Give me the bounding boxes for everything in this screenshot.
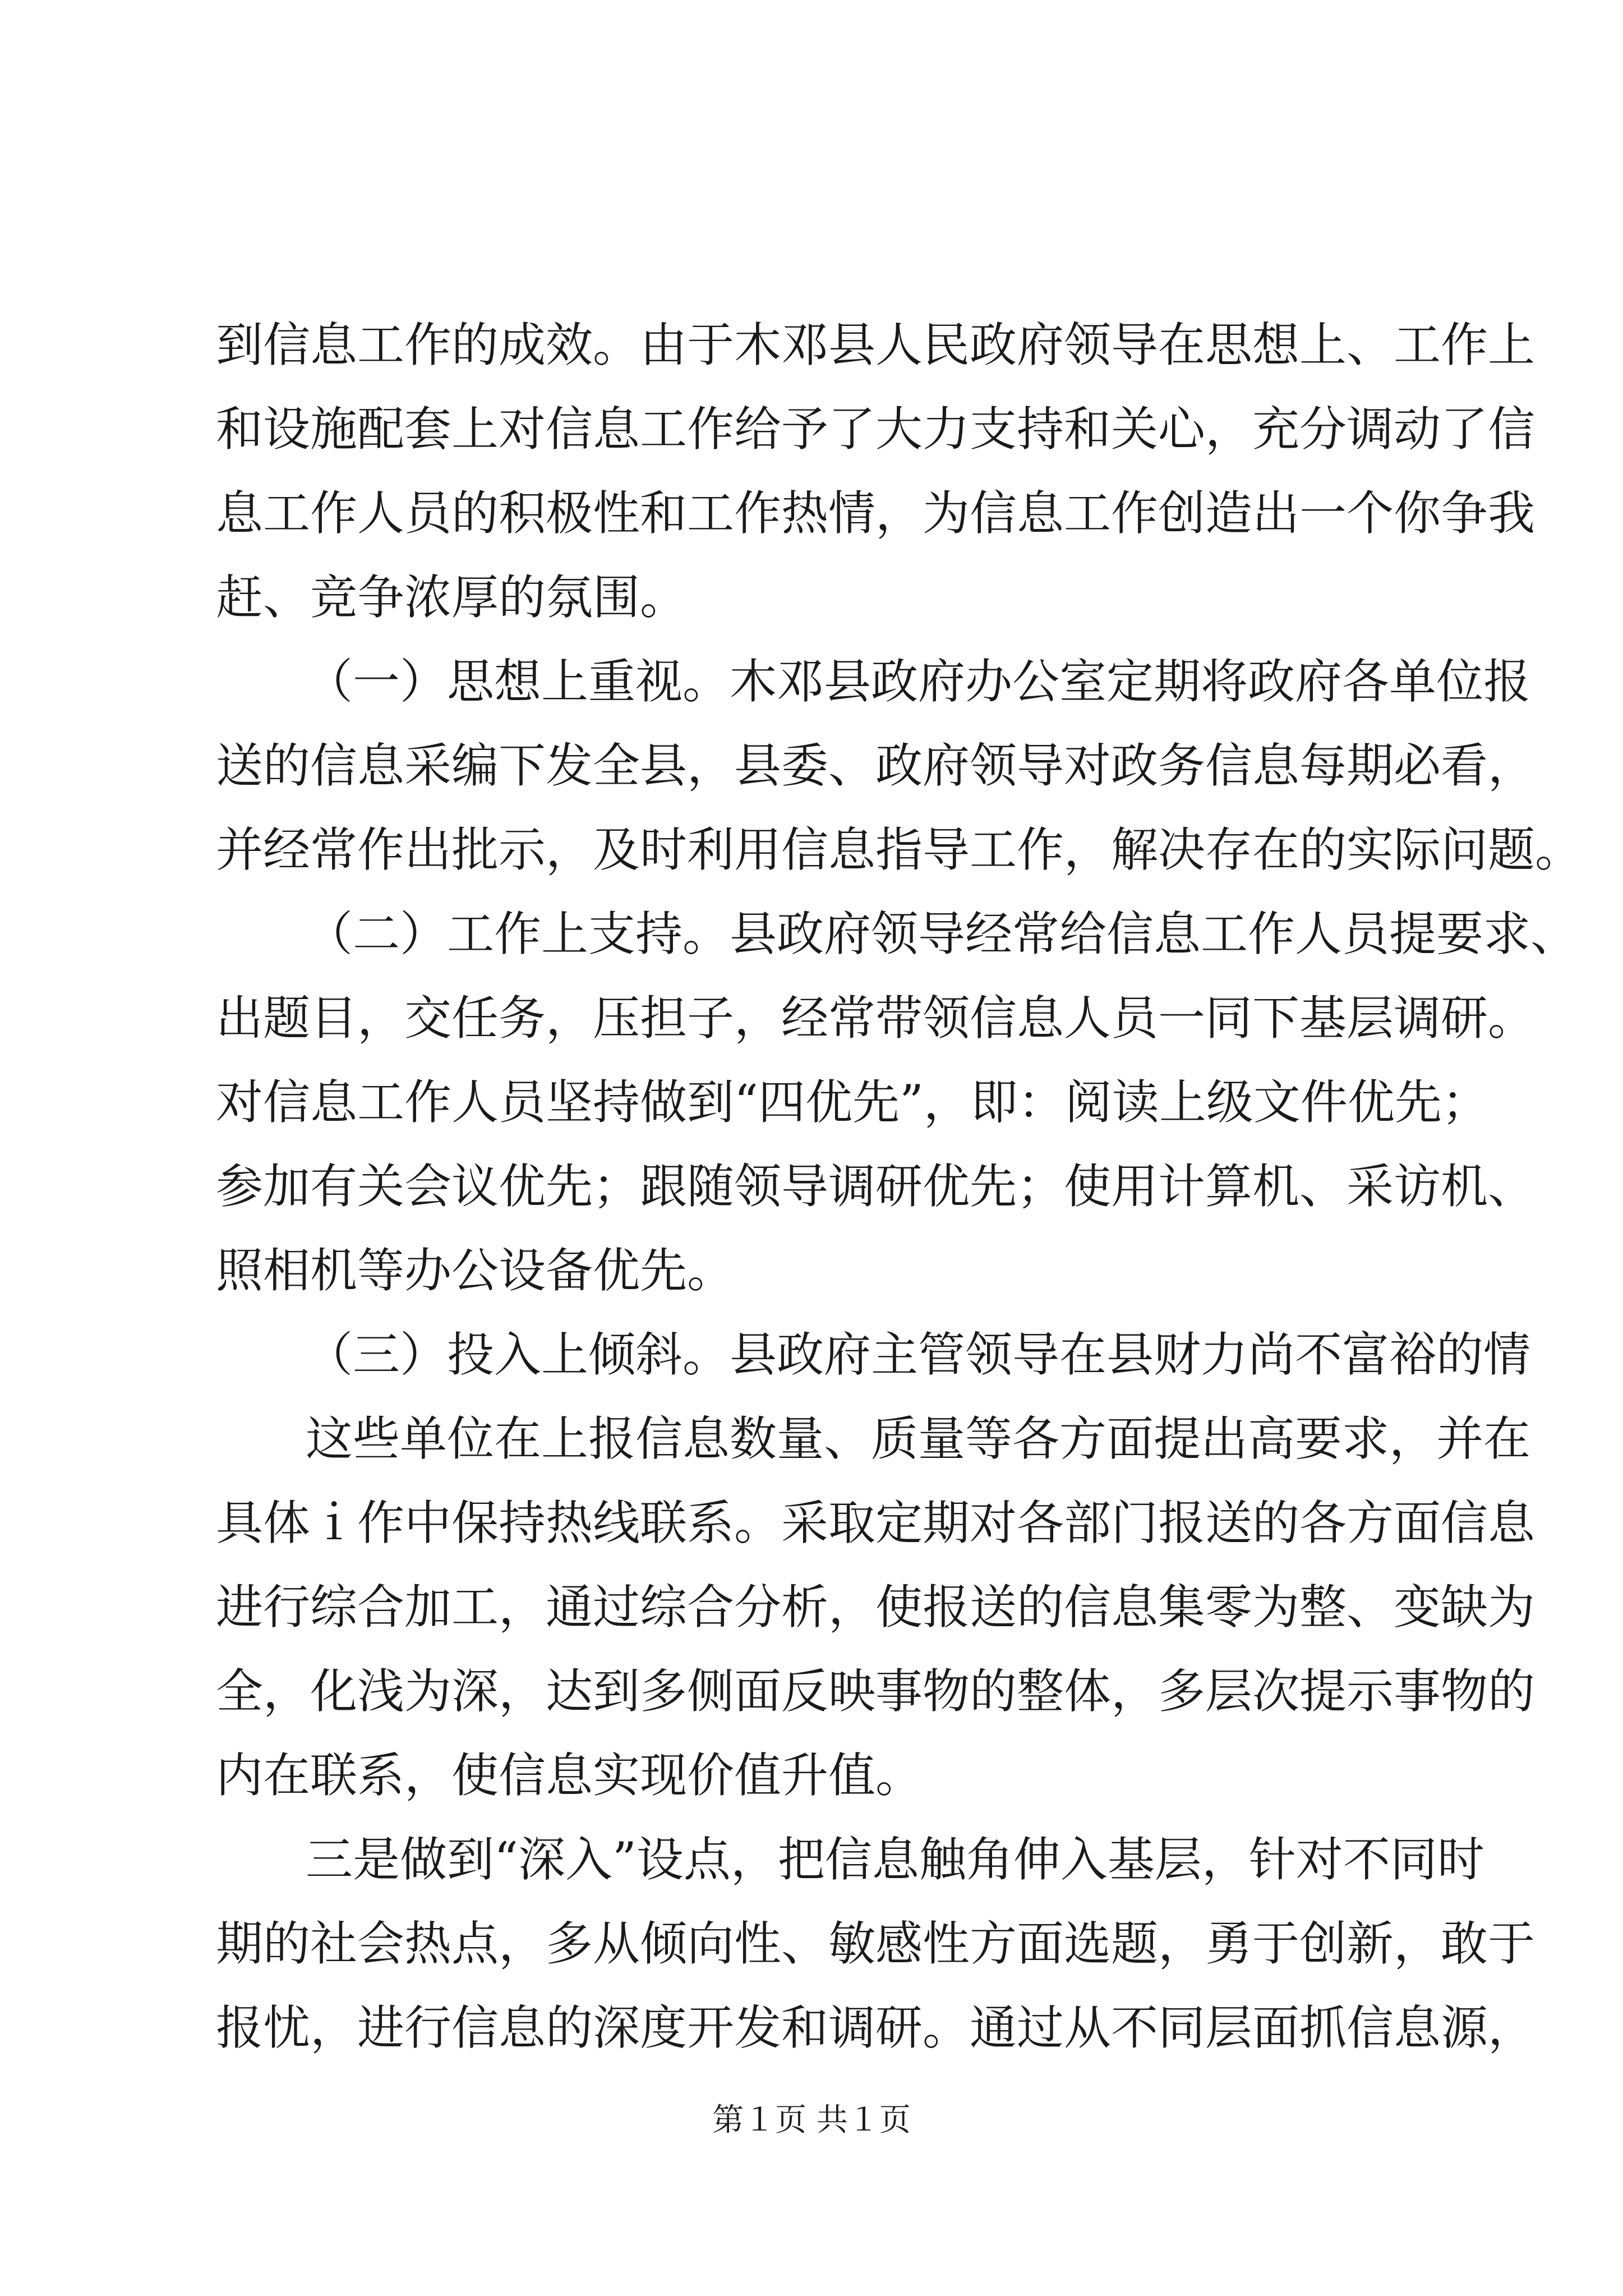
- body-line-18: 内在联系，使信息实现价值升值。: [216, 1748, 923, 1803]
- body-line-8: （二）工作上支持。县政府领导经常给信息工作人员提要求、: [306, 907, 1578, 961]
- body-line-1: 到信息工作的成效。由于木邓县人民政府领导在思想上、工作上: [216, 318, 1536, 372]
- body-line-13: （三）投入上倾斜。县政府主管领导在县财力尚不富裕的情: [306, 1327, 1531, 1382]
- body-line-17: 全，化浅为深，达到多侧面反映事物的整体，多层次提示事物的: [216, 1664, 1536, 1719]
- body-line-4: 赶、竞争浓厚的氛围。: [216, 570, 688, 625]
- body-line-10: 对信息工作人员坚持做到“四优先”，即：阅读上级文件优先；: [216, 1075, 1489, 1130]
- body-line-7: 并经常作出批示，及时利用信息指导工作，解决存在的实际问题。: [216, 822, 1583, 877]
- body-line-21: 报忧，进行信息的深度开发和调研。通过从不同层面抓信息源，: [216, 2000, 1536, 2055]
- body-line-6: 送的信息采编下发全县，县委、政府领导对政务信息每期必看，: [216, 738, 1536, 793]
- body-line-19: 三是做到“深入”设点，把信息触角伸入基层，针对不同时: [306, 1832, 1484, 1887]
- body-line-11: 参加有关会议优先；跟随领导调研优先；使用计算机、采访机、: [216, 1159, 1536, 1214]
- body-line-12: 照相机等办公设备优先。: [216, 1243, 735, 1298]
- body-line-15: 具体ｉ作中保持热线联系。采取定期对各部门报送的各方面信息: [216, 1496, 1536, 1550]
- body-line-20: 期的社会热点，多从倾向性、敏感性方面选题，勇于创新，敢于: [216, 1916, 1536, 1971]
- body-line-2: 和设施配套上对信息工作给予了大力支持和关心，充分调动了信: [216, 402, 1536, 457]
- body-line-9: 出题目，交任务，压担子，经常带领信息人员一同下基层调研。: [216, 991, 1536, 1046]
- page-number-footer: 第１页 共１页: [712, 2102, 911, 2138]
- body-line-3: 息工作人员的积极性和工作热情，为信息工作创造出一个你争我: [216, 486, 1536, 541]
- body-line-16: 进行综合加工，通过综合分析，使报送的信息集零为整、变缺为: [216, 1580, 1536, 1635]
- body-line-5: （一）思想上重视。木邓县政府办公室定期将政府各单位报: [306, 654, 1531, 709]
- body-line-14: 这些单位在上报信息数量、质量等各方面提出高要求，并在: [306, 1411, 1531, 1466]
